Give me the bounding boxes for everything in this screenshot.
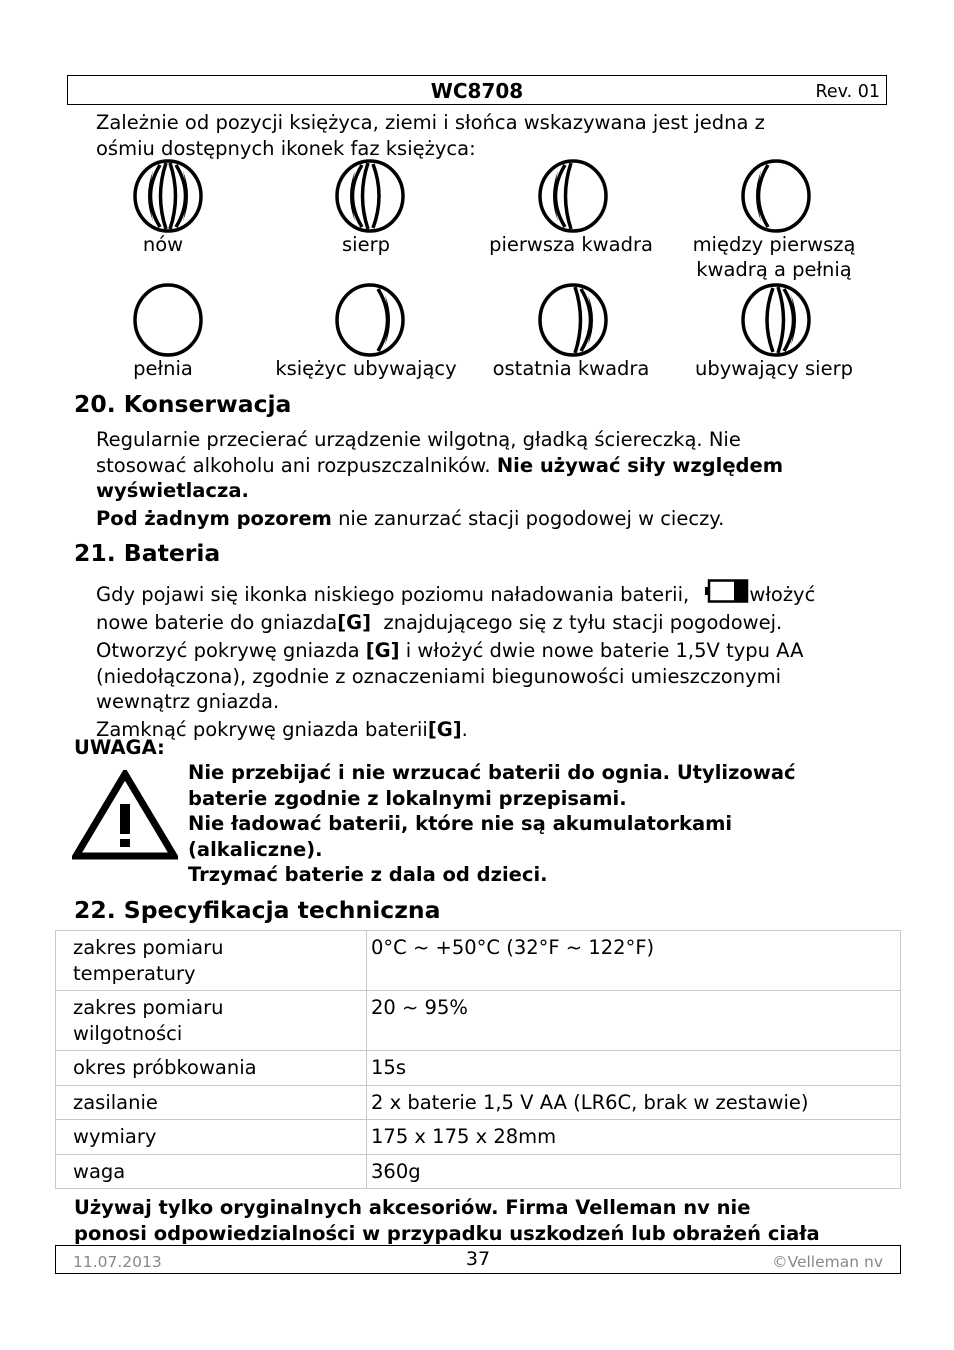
moon-new-icon [133,159,203,233]
bold-text: [G] [337,610,372,634]
body-text: Zamknąć pokrywę gniazda baterii [96,717,428,741]
body-text: włożyć [749,583,816,606]
spec-name: zakres pomiaru wilgotności [56,991,367,1051]
moon-label: sierp [342,233,390,256]
spec-value: 20 ~ 95% [367,991,901,1051]
section-21-body [96,579,886,742]
moon-first-quarter-icon [538,159,608,233]
body-line: wyświetlacza. [96,479,249,502]
spec-value: 15s [367,1051,901,1086]
warning-line: Trzymać baterie z dala od dzieci. [188,863,548,886]
body-text: . [461,717,468,741]
section-20-body [96,427,783,531]
body-text: Gdy pojawi się ikonka niskiego poziomu naładowania baterii, [96,583,690,606]
spec-name: waga [56,1154,367,1189]
table-row [56,1085,901,1120]
spec-value: 2 x baterie 1,5 V AA (LR6C, brak w zestawie) [367,1085,901,1120]
moon-label: ubywający sierp [695,357,853,380]
footer-copyright: ©Velleman nv [772,1253,883,1271]
spec-name: okres próbkowania [56,1051,367,1086]
moon-label: ostatnia kwadra [492,357,650,380]
warning-line: Nie przebijać i nie wrzucać baterii do ognia. Utylizować [188,761,796,784]
warning-line: Nie ładować baterii, które nie są akumulatorkami [188,812,733,835]
table-row [56,1154,901,1189]
moon-label: pełnia [133,357,193,380]
body-text: stosować alkoholu ani rozpuszczalników. [96,453,497,477]
body-line [96,717,886,743]
closing-line: ponosi odpowiedzialności w przypadku uszkodzeń lub obrażeń ciała [74,1221,820,1245]
body-text: i włożyć dwie nowe baterie 1,5V typu AA [399,639,804,662]
table-row [56,991,901,1051]
page-header [67,75,887,105]
intro-line: Zależnie od pozycji księżyca, ziemi i słońca wskazywana jest jedna z [96,111,765,134]
body-line: (niedołączona), zgodnie z oznaczeniami biegunowości umieszczonymi [96,664,782,688]
body-line [96,506,783,532]
low-battery-icon [705,579,749,610]
body-text: Otworzyć pokrywę gniazda [96,639,366,662]
page-footer [55,1245,901,1274]
intro-line: ośmiu dostępnych ikonek faz księżyca: [96,136,476,160]
moon-label [674,232,874,282]
moon-label: księżyc ubywający [275,357,457,380]
bold-text: Pod żadnym pozorem [96,506,332,530]
spec-name: zakres pomiaru temperatury [56,931,367,991]
spec-value: 0°C ~ +50°C (32°F ~ 122°F) [367,931,901,991]
moon-waning-gibbous-icon [335,283,405,357]
section-title: 21. Bateria [74,539,221,567]
bold-text: Nie używać siły względem [496,453,784,477]
body-line: Regularnie przecierać urządzenie wilgotną, gładką ściereczką. Nie [96,428,741,451]
moon-crescent-icon [335,159,405,233]
bold-text: [G] [365,639,400,662]
moon-full-icon [133,283,203,357]
table-row [56,931,901,991]
moon-waxing-gibbous-icon [741,159,811,233]
closing-line: Używaj tylko oryginalnych akcesoriów. Firma Velleman nv nie [74,1196,751,1219]
table-row [56,1120,901,1155]
moon-waning-crescent-icon [741,283,811,357]
warning-icon [72,770,178,864]
spec-value: 175 x 175 x 28mm [367,1120,901,1155]
spec-name: zasilanie [56,1085,367,1120]
warning-line: baterie zgodnie z lokalnymi przepisami. [188,786,627,810]
body-text: znajdującego się z tyłu stacji pogodowej. [371,610,783,634]
moon-last-quarter-icon [538,283,608,357]
revision: Rev. 01 [815,82,880,102]
section-title: 20. Konserwacja [74,390,292,418]
spec-name: wymiary [56,1120,367,1155]
body-line [96,579,886,610]
body-text: nie zanurzać stacji pogodowej w cieczy. [331,506,725,530]
page-number: 37 [465,1248,491,1270]
intro-text [96,110,765,161]
body-line [96,638,886,664]
spec-table [55,930,901,1189]
moon-label: pierwsza kwadra [489,233,653,256]
footer-date: 11.07.2013 [73,1253,162,1271]
battery-warning [188,760,796,888]
body-text: nowe baterie do gniazda [96,610,338,634]
body-line: wewnątrz gniazda. [96,690,280,713]
closing-text [74,1195,820,1246]
moon-label-line: między pierwszą [692,233,856,256]
body-line [96,453,783,479]
section-title: 22. Specyfikacja techniczna [74,896,441,924]
body-line [96,610,886,636]
model-number: WC8708 [430,79,524,103]
spec-value: 360g [367,1154,901,1189]
table-row [56,1051,901,1086]
moon-label: nów [142,233,184,256]
warning-line: (alkaliczne). [188,837,323,861]
bold-text: [G] [427,717,462,741]
note-label: UWAGA: [74,736,165,759]
moon-label-line: kwadrą a pełnią [696,258,852,281]
